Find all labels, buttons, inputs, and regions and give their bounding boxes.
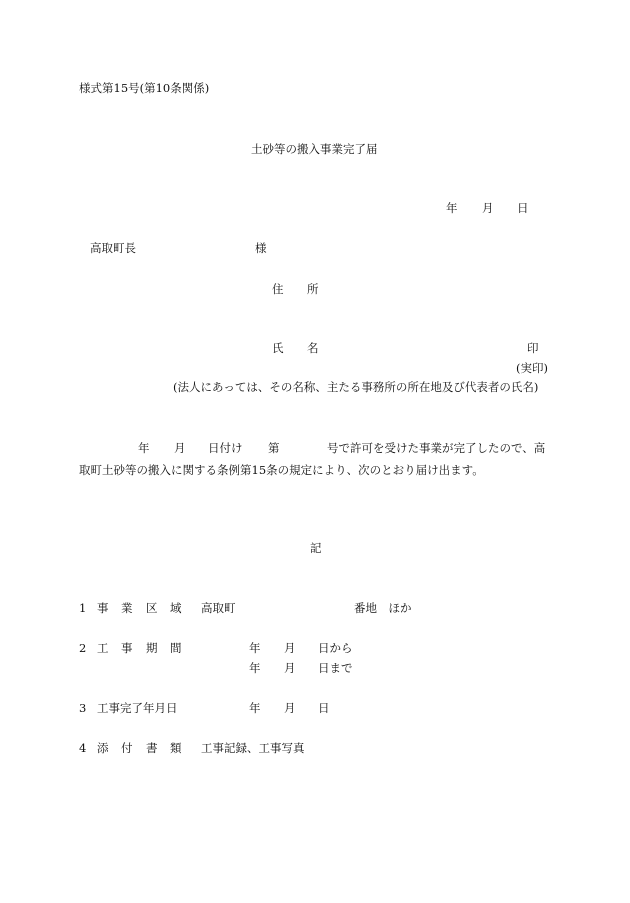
item1-label-3: 区 — [146, 601, 158, 615]
item1-label-1: 事 — [97, 601, 109, 615]
item3-year: 年 — [249, 701, 261, 715]
seal-note: (実印) — [516, 361, 548, 375]
item2-label-3: 期 — [146, 641, 158, 655]
item3-month: 月 — [284, 701, 296, 715]
item4-label-1: 添 — [97, 741, 109, 755]
item4-label-3: 書 — [146, 741, 158, 755]
date-month: 月 — [482, 201, 494, 215]
form-number: 様式第15号(第10条関係) — [79, 81, 210, 95]
name-label-1: 氏 — [272, 341, 284, 355]
body-month: 月 — [174, 441, 186, 455]
item2-to-month: 月 — [284, 661, 296, 675]
body-line1-rest: 号で許可を受けた事業が完了したので、高 — [327, 441, 546, 455]
item2-from-month: 月 — [284, 641, 296, 655]
item1-label-4: 域 — [170, 601, 182, 615]
item2-label-4: 間 — [170, 641, 182, 655]
item4-label-2: 付 — [121, 741, 133, 755]
name-label-2: 名 — [307, 341, 319, 355]
item2-label-2: 事 — [121, 641, 133, 655]
body-dated: 日付け — [208, 441, 243, 455]
item3-number: 3 — [79, 701, 87, 715]
body-dai: 第 — [268, 441, 280, 455]
date-year: 年 — [446, 201, 458, 215]
item4-value: 工事記録、工事写真 — [201, 741, 305, 755]
item2-label-1: 工 — [97, 641, 109, 655]
item1-value-suffix: 番地 ほか — [354, 601, 412, 615]
body-year: 年 — [138, 441, 150, 455]
item2-to-day: 日まで — [318, 661, 353, 675]
address-label-2: 所 — [307, 282, 319, 296]
date-day: 日 — [517, 201, 529, 215]
ki-heading: 記 — [310, 541, 322, 555]
addressee-name: 高取町長 — [90, 241, 136, 255]
addressee-suffix: 様 — [255, 241, 267, 255]
item2-from-day: 日から — [318, 641, 353, 655]
item3-label: 工事完了年月日 — [97, 701, 178, 715]
item4-label-4: 類 — [170, 741, 182, 755]
address-label-1: 住 — [272, 282, 284, 296]
document-title: 土砂等の搬入事業完了届 — [251, 142, 378, 156]
item1-number: 1 — [79, 601, 87, 615]
item2-number: 2 — [79, 641, 87, 655]
body-line2: 取町土砂等の搬入に関する条例第15条の規定により、次のとおり届け出ます。 — [79, 463, 484, 477]
item1-value-prefix: 高取町 — [201, 601, 236, 615]
item2-to-year: 年 — [249, 661, 261, 675]
item1-label-2: 業 — [121, 601, 133, 615]
item2-from-year: 年 — [249, 641, 261, 655]
item3-day: 日 — [318, 701, 330, 715]
item4-number: 4 — [79, 741, 87, 755]
seal-mark: 印 — [527, 341, 539, 355]
corporate-note: (法人にあっては、その名称、主たる事務所の所在地及び代表者の氏名) — [173, 380, 539, 394]
